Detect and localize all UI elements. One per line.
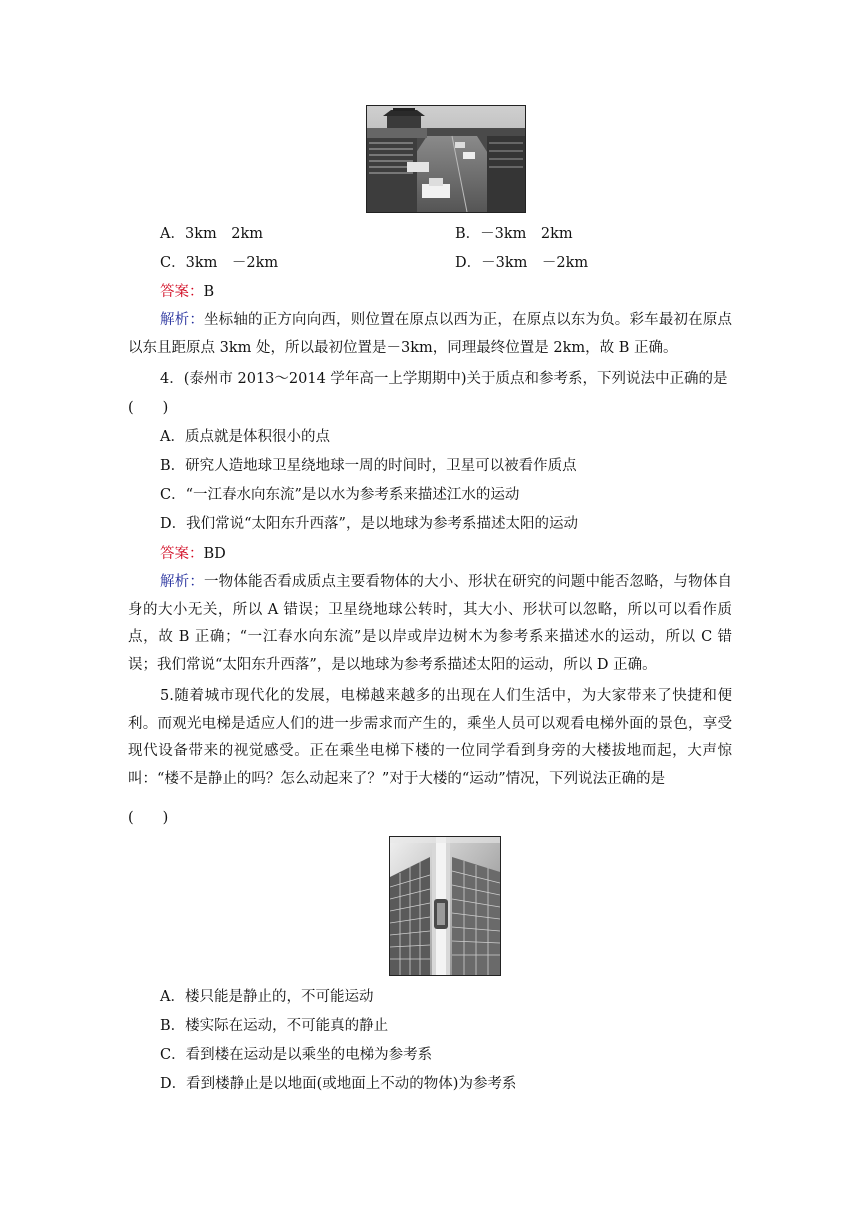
answer-label: 答案： — [160, 546, 204, 562]
explanation-label: 解析： — [160, 312, 205, 328]
question-4-stem — [128, 366, 732, 394]
explanation-label: 解析： — [160, 574, 205, 590]
question-5-stem — [128, 683, 732, 793]
answer-bracket: ( ) — [128, 400, 169, 416]
explanation — [128, 569, 732, 679]
building-photo — [389, 836, 501, 976]
option-c: C．看到楼在运动是以乘坐的电梯为参考系 — [160, 1047, 433, 1063]
option-a: A．3km 2km — [160, 226, 263, 242]
answer-value: B — [203, 284, 215, 300]
option-a: A．楼只能是静止的，不可能运动 — [160, 989, 374, 1005]
explanation — [128, 307, 732, 362]
option-b: B．研究人造地球卫星绕地球一周的时间时，卫星可以被看作质点 — [160, 458, 577, 474]
option-d: D．看到楼静止是以地面(或地面上不动的物体)为参考系 — [160, 1076, 517, 1092]
answer-line — [160, 282, 214, 302]
option-c: C．“一江春水向东流”是以水为参考系来描述江水的运动 — [160, 487, 520, 503]
option-a: A．质点就是体积很小的点 — [160, 429, 330, 445]
option-d: D．我们常说“太阳东升西落”，是以地球为参考系描述太阳的运动 — [160, 516, 578, 532]
parade-photo — [366, 105, 526, 213]
answer-bracket: ( ) — [128, 810, 169, 826]
option-b: B．－3km 2km — [455, 226, 573, 242]
building-image — [390, 837, 500, 975]
answer-line — [160, 544, 226, 564]
explanation-text: 坐标轴的正方向向西，则位置在原点以西为正，在原点以东为负。彩车最初在原点以东且距原点 3km 处，所以最初位置是－3km，同理最终位置是 2km，故 B 正确。 — [128, 312, 732, 356]
explanation-text: 一物体能否看成质点主要看物体的大小、形状在研究的问题中能否忽略，与物体自身的大小无关，所以 A 错误；卫星绕地球公转时，其大小、形状可以忽略，所以可以看作质点，故 B 正确；“一江春水向东流”是以岸或岸边树木为参考系来描述水的运动，所以 C 错误；我们常说“太阳东升西落”，是以地球为参考系描述太阳的运动，所以 D 正确。 — [128, 574, 732, 673]
question-stem-text: 5.随着城市现代化的发展，电梯越来越多的出现在人们生活中，为大家带来了快捷和便利。而观光电梯是适应人们的进一步需求而产生的，乘坐人员可以观看电梯外面的景色，享受现代设备带来的视觉感受。正在乘坐电梯下楼的一位同学看到身旁的大楼拔地而起，大声惊叫：“楼不是静止的吗？怎么动起来了？”对于大楼的“运动”情况，下列说法正确的是 — [128, 688, 732, 787]
option-b: B．楼实际在运动，不可能真的静止 — [160, 1018, 389, 1034]
option-d: D．－3km －2km — [455, 255, 589, 271]
answer-label: 答案： — [160, 284, 204, 300]
parade-image — [367, 106, 525, 212]
option-c: C．3km －2km — [160, 255, 279, 271]
question-stem-text: 4．(泰州市 2013～2014 学年高一上学期期中)关于质点和参考系，下列说法中正确的是 — [160, 371, 728, 387]
answer-value: BD — [203, 546, 226, 562]
